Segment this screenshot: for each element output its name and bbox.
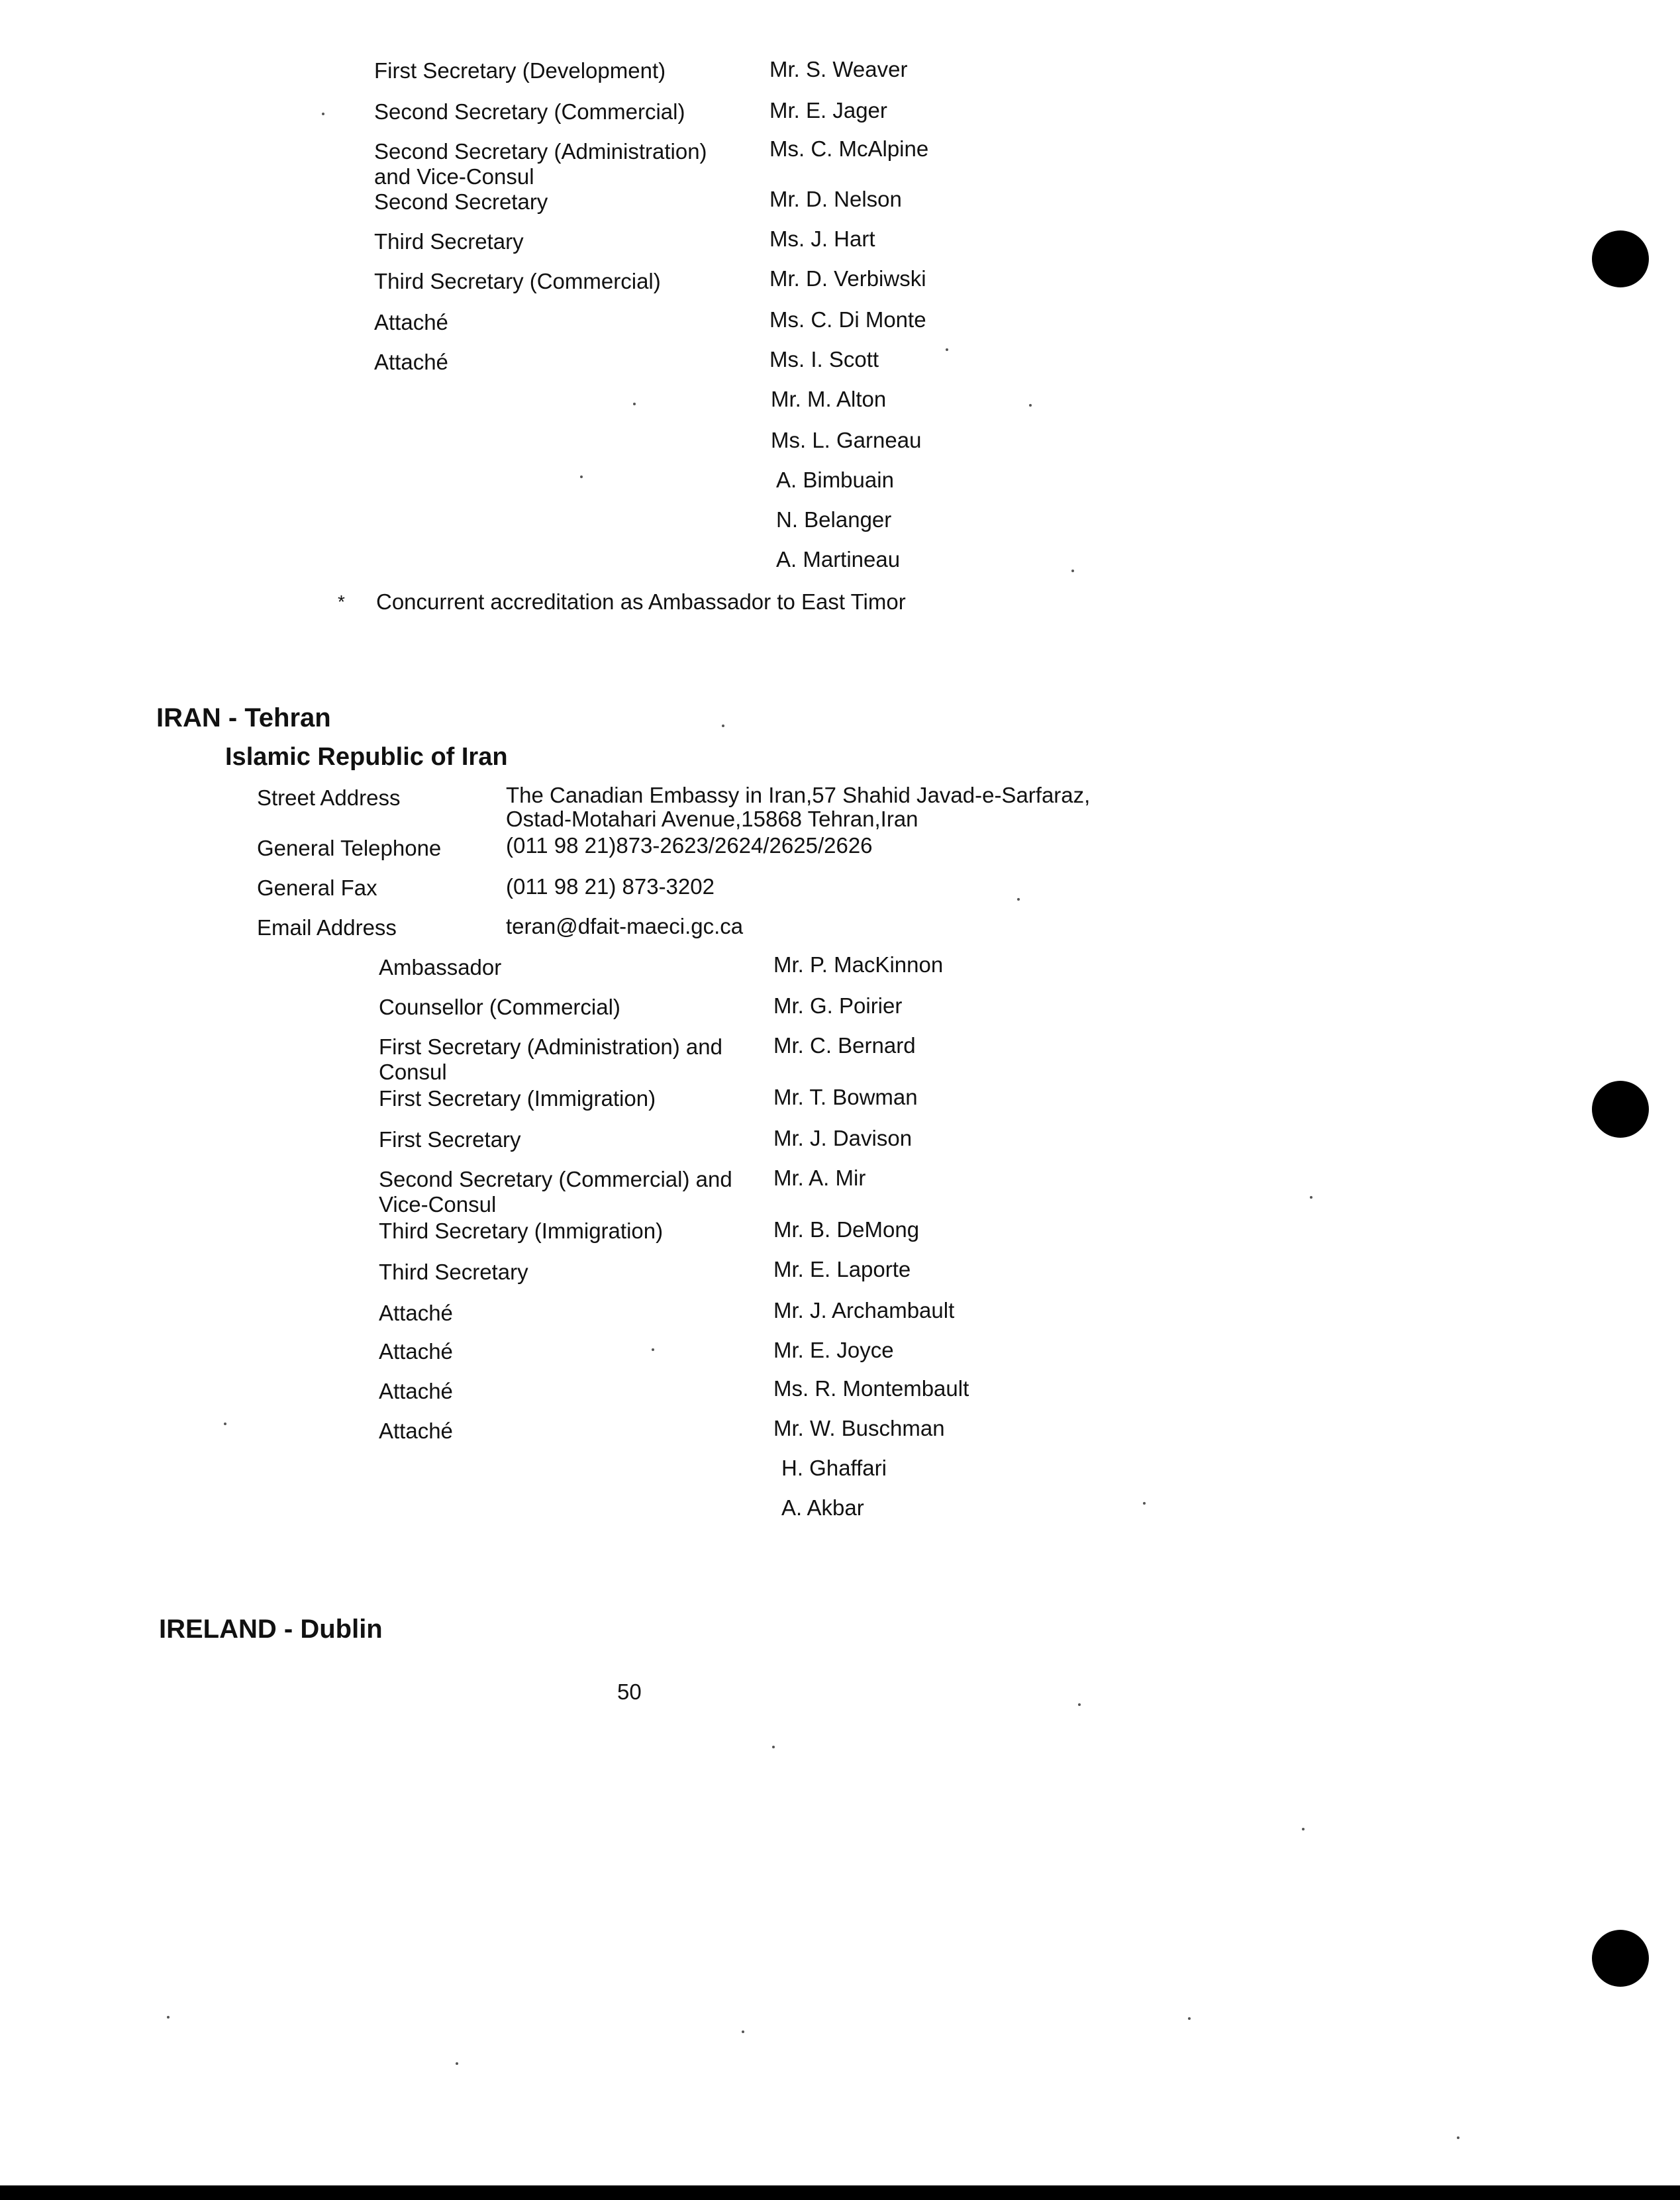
staff-name: Mr. J. Davison — [773, 1126, 913, 1150]
staff-title: First Secretary — [379, 1127, 521, 1152]
scan-speck — [1143, 1502, 1146, 1505]
staff-title: Second Secretary (Commercial) and Vice-Consul — [379, 1167, 732, 1217]
scan-speck — [652, 1348, 654, 1351]
staff-title: Attaché — [374, 350, 448, 374]
staff-name: Mr. D. Verbiwski — [769, 266, 926, 291]
staff-title: Attaché — [374, 310, 448, 334]
staff-name: A. Martineau — [776, 547, 901, 572]
staff-name: Ms. L. Garneau — [771, 428, 922, 452]
staff-title: Third Secretary (Commercial) — [374, 269, 661, 293]
scan-speck — [772, 1746, 775, 1748]
staff-name: Mr. E. Jager — [769, 98, 887, 123]
staff-title: Second Secretary (Commercial) — [374, 99, 685, 124]
staff-name: N. Belanger — [776, 507, 892, 532]
scan-speck — [722, 725, 724, 727]
staff-title: Third Secretary — [379, 1260, 528, 1284]
general-telephone: (011 98 21)873-2623/2624/2625/2626 — [506, 833, 873, 858]
staff-title: Third Secretary — [374, 229, 524, 254]
contact-label: General Fax — [257, 875, 377, 900]
scan-speck — [1017, 898, 1020, 901]
page-number: 50 — [617, 1679, 642, 1704]
staff-title: Attaché — [379, 1379, 453, 1403]
scan-speck — [322, 113, 324, 115]
staff-name: Mr. G. Poirier — [773, 993, 903, 1018]
country-heading-iran: IRAN - Tehran — [156, 703, 331, 732]
staff-title: Second Secretary (Administration) and Vice-Consul — [374, 139, 707, 189]
punch-hole — [1592, 230, 1649, 287]
footnote-asterisk: * — [338, 591, 345, 612]
staff-name: Ms. J. Hart — [769, 226, 875, 251]
contact-label: Street Address — [257, 785, 401, 810]
staff-name: Mr. T. Bowman — [773, 1085, 918, 1109]
staff-title: Attaché — [379, 1419, 453, 1443]
staff-name: Mr. J. Archambault — [773, 1298, 955, 1323]
scan-speck — [1078, 1703, 1081, 1706]
scan-speck — [1188, 2017, 1191, 2020]
punch-hole — [1592, 1930, 1649, 1987]
scan-speck — [580, 475, 583, 478]
scan-speck — [167, 2016, 170, 2019]
address-line-2: Ostad-Motahari Avenue,15868 Tehran,Iran — [506, 807, 918, 831]
staff-name: Mr. W. Buschman — [773, 1416, 945, 1440]
staff-title: Counsellor (Commercial) — [379, 995, 620, 1019]
contact-label: General Telephone — [257, 836, 442, 860]
staff-name: A. Akbar — [781, 1495, 864, 1520]
staff-name: A. Bimbuain — [776, 468, 894, 492]
staff-title: First Secretary (Development) — [374, 58, 666, 83]
staff-name: Mr. E. Joyce — [773, 1338, 894, 1362]
staff-title: Ambassador — [379, 955, 502, 979]
country-official-name: Islamic Republic of Iran — [225, 743, 508, 771]
staff-name: Mr. E. Laporte — [773, 1257, 911, 1281]
staff-name: Mr. C. Bernard — [773, 1033, 916, 1058]
staff-name: Ms. R. Montembault — [773, 1376, 969, 1401]
staff-title: First Secretary (Immigration) — [379, 1086, 656, 1111]
staff-title: Third Secretary (Immigration) — [379, 1219, 664, 1243]
staff-name: Mr. S. Weaver — [769, 57, 908, 81]
staff-name: Mr. P. MacKinnon — [773, 952, 944, 977]
staff-name: Ms. C. Di Monte — [769, 307, 926, 332]
scan-speck — [1457, 2136, 1459, 2139]
scan-speck — [1302, 1828, 1305, 1830]
address-line-1: The Canadian Embassy in Iran,57 Shahid Javad-e-Sarfaraz, — [506, 783, 1091, 807]
staff-name: Ms. I. Scott — [769, 347, 879, 372]
footnote: Concurrent accreditation as Ambassador to East Timor — [376, 589, 906, 614]
scan-speck — [946, 348, 948, 351]
staff-name: Mr. M. Alton — [771, 387, 887, 411]
punch-hole — [1592, 1081, 1649, 1138]
scan-speck — [1071, 570, 1074, 572]
staff-title: Attaché — [379, 1301, 453, 1325]
scan-speck — [456, 2062, 458, 2065]
scan-speck — [224, 1423, 226, 1425]
scan-speck — [1029, 404, 1032, 407]
staff-name: Ms. C. McAlpine — [769, 136, 929, 161]
scan-speck — [1310, 1196, 1312, 1199]
staff-title: First Secretary (Administration) and Consul — [379, 1034, 722, 1084]
email-address: teran@dfait-maeci.gc.ca — [506, 914, 744, 938]
scan-speck — [633, 403, 636, 405]
staff-title: Second Secretary — [374, 189, 548, 214]
scan-speck — [742, 2030, 744, 2033]
staff-title: Attaché — [379, 1339, 453, 1364]
staff-name: Mr. A. Mir — [773, 1166, 866, 1190]
scan-bottom-edge — [0, 2185, 1680, 2200]
staff-name: H. Ghaffari — [781, 1456, 887, 1480]
contact-label: Email Address — [257, 915, 397, 940]
staff-name: Mr. B. DeMong — [773, 1217, 920, 1242]
country-heading-ireland: IRELAND - Dublin — [159, 1615, 383, 1644]
general-fax: (011 98 21) 873-3202 — [506, 874, 715, 899]
staff-name: Mr. D. Nelson — [769, 187, 902, 211]
